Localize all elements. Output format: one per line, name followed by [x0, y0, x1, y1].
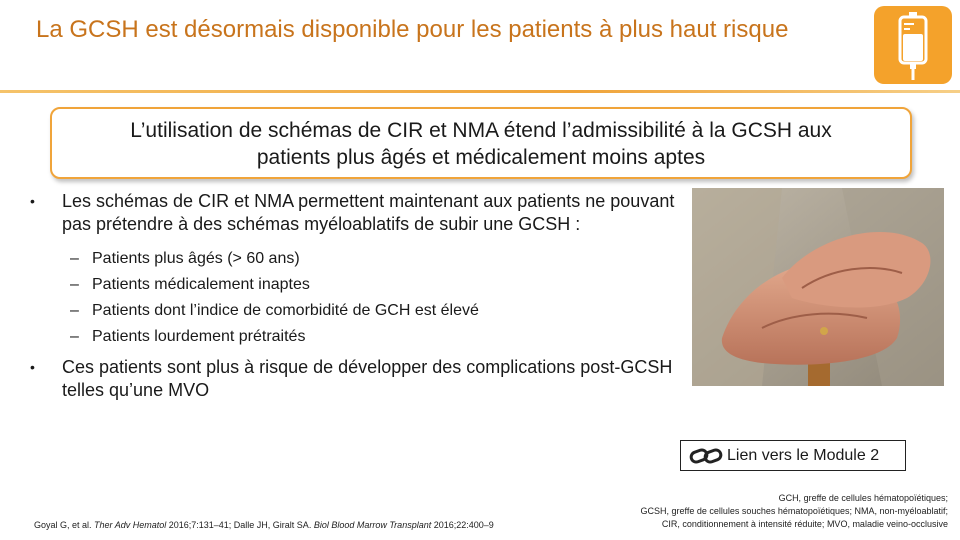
title-divider — [0, 90, 960, 93]
bullet-list — [30, 190, 690, 402]
callout-line-2: patients plus âgés et médicalement moins aptes — [256, 146, 706, 169]
abbreviations — [568, 492, 948, 531]
link-label[interactable]: Lien vers le Module 2 — [727, 446, 880, 464]
sub-bullet-item: – Patients plus âgés (> 60 ans) — [70, 250, 300, 267]
reference-text: 2016;22:400–9 — [431, 520, 494, 530]
abbreviation-line: GCH, greffe de cellules hématopoïétiques; — [778, 493, 948, 503]
module-2-link[interactable] — [680, 440, 906, 471]
sub-bullet-item: – Patients médicalement inaptes — [70, 276, 310, 293]
abbreviation-line: CIR, conditionnement à intensité réduite; MVO, maladie veino-occlusive — [661, 519, 948, 529]
sub-bullet-text: Patients médicalement inaptes — [92, 276, 310, 293]
bullet-text: Les schémas de CIR et NMA permettent maintenant aux patients ne pouvant pas prétendre à des schémas myéloablatifs de subir une GCSH : — [62, 191, 675, 234]
bullet-item — [30, 190, 690, 236]
key-message-callout — [50, 107, 912, 179]
bullet-item — [30, 356, 690, 402]
sub-bullet-list — [30, 246, 690, 350]
reference-journal: Ther Adv Hematol — [94, 520, 167, 530]
sub-bullet-item: – Patients dont l’indice de comorbidité de GCH est élevé — [70, 302, 479, 319]
bullet-text: Ces patients sont plus à risque de développer des complications post-GCSH telles qu’une MVO — [62, 357, 673, 400]
reference-citation — [34, 520, 494, 530]
slide-title: La GCSH est désormais disponible pour les patients à plus haut risque — [36, 16, 789, 43]
callout-line-1: L’utilisation de schémas de CIR et NMA étend l’admissibilité à la GCSH aux — [130, 119, 832, 142]
sub-bullet-text: Patients lourdement prétraités — [92, 328, 306, 345]
reference-text: Goyal G, et al. — [34, 520, 95, 530]
iv-bag-icon — [874, 6, 952, 84]
sub-bullet-item: – Patients lourdement prétraités — [70, 328, 306, 345]
bullet-marker: • — [30, 193, 35, 209]
reference-text: 2016;7:131–41; Dalle JH, Giralt SA. — [166, 520, 314, 530]
sub-bullet-text: Patients plus âgés (> 60 ans) — [92, 250, 300, 267]
link-icon — [689, 446, 723, 466]
bullet-marker: • — [30, 359, 35, 375]
sub-bullet-text: Patients dont l’indice de comorbidité de GCH est élevé — [92, 302, 479, 319]
reference-journal: Biol Blood Marrow Transplant — [313, 520, 432, 530]
elderly-hands-photo — [692, 188, 944, 386]
abbreviation-line: GCSH, greffe de cellules souches hématopoïétiques; NMA, non-myéloablatif; — [640, 506, 948, 516]
